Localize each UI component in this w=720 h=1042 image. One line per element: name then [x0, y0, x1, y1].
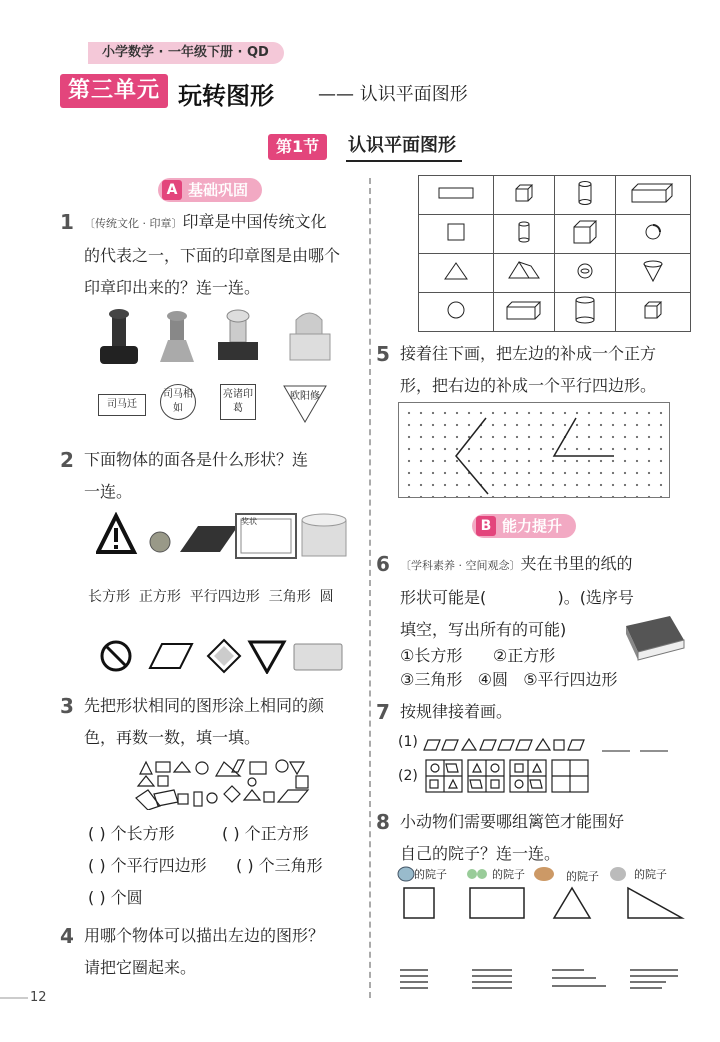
stamp-3-icon [218, 310, 258, 360]
card-icon [294, 644, 342, 670]
seal-3: 亮诸印葛 [220, 384, 256, 420]
stamp-2-icon [160, 311, 194, 362]
bird-icon [398, 867, 414, 881]
q3-count-circle: ( ) 个圆 [88, 888, 143, 907]
q4-line2: 请把它圈起来。 [84, 958, 197, 977]
seal-4: 欧阳修 [290, 391, 320, 402]
q4-line1: 用哪个物体可以描出左边的图形？ [84, 926, 325, 945]
footer-rule [0, 997, 28, 999]
yard-rectangle [470, 888, 524, 918]
plate-icon [180, 526, 238, 552]
q1-line1: 印章是中国传统文化 [182, 212, 327, 231]
cylinder-small-icon [516, 220, 532, 244]
q8-text [400, 806, 700, 870]
q3-line2: 色，再数一数，填一填。 [84, 728, 261, 747]
q6-line3: 填空，写出所有的可能) [400, 620, 567, 639]
q7-part1-label: (1) [398, 734, 418, 750]
certificate-text: 奖状 [241, 517, 257, 526]
warning-sign-icon [98, 516, 134, 552]
q7-part2-label: (2) [398, 768, 418, 784]
cylinder-large-icon [573, 295, 597, 325]
page-number: 12 [30, 990, 47, 1005]
q6-line1: 夹在书里的纸的 [520, 554, 633, 573]
q8-fence-groups [396, 966, 686, 996]
q1-tag: 〔传统文化 · 印章〕 [84, 217, 183, 230]
part-a-label: 基础巩固 [188, 181, 249, 199]
q3-shapes-cluster [132, 758, 312, 810]
q3-number: 3 [60, 694, 74, 718]
cube-small-2-icon [641, 298, 665, 322]
cone-icon [641, 259, 665, 283]
q3-text [84, 690, 364, 754]
q8-line2: 自己的院子？连一连。 [400, 844, 561, 863]
q6-options-1: ①长方形 ②正方形 [400, 646, 556, 665]
yard-label-1: 的院子 [414, 868, 447, 881]
q8-line1: 小动物们需要哪组篱笆才能围好 [400, 812, 625, 831]
book-icon [620, 612, 688, 664]
q1-text [84, 206, 364, 304]
q5-number: 5 [376, 342, 390, 366]
q8-yards [398, 886, 688, 926]
diamond-sign-icon [208, 640, 240, 672]
q1-line3: 印章印出来的？连一连。 [84, 278, 261, 297]
seal-1: 司马迁 [98, 394, 146, 416]
q3-count-square: ( ) 个正方形 [222, 824, 309, 843]
disc-icon [643, 222, 663, 242]
q2-line1: 下面物体的面各是什么形状？连 [84, 450, 309, 469]
square-icon [446, 222, 466, 242]
q5-line2: 形，把右边的补成一个平行四边形。 [400, 376, 657, 395]
q6-tag: 〔学科素养 · 空间观念〕 [400, 559, 521, 572]
triangle-icon [443, 261, 469, 281]
section-label: 第1节 [268, 134, 327, 160]
yard-square [404, 888, 434, 918]
book-tag: 小学数学 · 一年级下册 · QD [88, 42, 284, 64]
part-a-letter: A [162, 180, 182, 200]
q5-lines [398, 402, 670, 498]
unit-label: 第三单元 [60, 74, 168, 108]
triangular-prism-icon [507, 260, 541, 282]
q4-number: 4 [60, 924, 74, 948]
q1-stamps [90, 306, 340, 370]
q5-line1: 接着往下画，把左边的补成一个正方 [400, 344, 657, 363]
stamp-1-icon [100, 309, 138, 364]
seal-2: 司马相如 [160, 384, 196, 420]
part-a-badge [158, 178, 262, 202]
q2-shape-names: 长方形 正方形 平行四边形 三角形 圆 [88, 589, 334, 605]
q3-count-parallelogram: ( ) 个平行四边形 [88, 856, 207, 875]
unit-title: 玩转图形 [178, 82, 274, 110]
q4-shape-table [418, 175, 691, 332]
cylinder-icon [575, 180, 595, 206]
q3-line1: 先把形状相同的图形涂上相同的颜 [84, 696, 325, 715]
yard-right-triangle [628, 888, 682, 918]
sphere-icon [575, 261, 595, 281]
q1-line2: 的代表之一，下面的印章图是由哪个 [84, 246, 341, 265]
mouse-icon [610, 867, 626, 881]
q8-number: 8 [376, 810, 390, 834]
cuboid-flat-icon [505, 299, 543, 321]
q3-count-rect: ( ) 个长方形 [88, 824, 175, 843]
q7-number: 7 [376, 700, 390, 724]
cube-icon [571, 218, 599, 246]
circle-icon [446, 300, 466, 320]
stamp-4-icon [290, 313, 330, 360]
q2-objects [96, 512, 356, 562]
q6-number: 6 [376, 552, 390, 576]
q6-line2: 形状可能是( )。(选序号 [400, 588, 634, 607]
q4-text [84, 920, 364, 984]
column-divider [369, 178, 371, 998]
box-icon [302, 514, 346, 556]
section-title: 认识平面图形 [346, 134, 462, 162]
q2-line2: 一连。 [84, 482, 133, 501]
q1-number: 1 [60, 210, 74, 234]
part-b-badge [472, 514, 576, 538]
q6-options-2: ③三角形 ④圆 ⑤平行四边形 [400, 670, 618, 689]
parallelogram-icon [150, 644, 192, 668]
q2-text [84, 444, 364, 508]
q2-shape-signs [100, 638, 350, 674]
yard-label-3: 的院子 [566, 870, 599, 883]
yard-triangle [554, 888, 590, 918]
part-b-letter: B [476, 516, 496, 536]
q5-text [400, 338, 700, 402]
q3-count-triangle: ( ) 个三角形 [236, 856, 323, 875]
no-sign-icon [102, 642, 130, 670]
cuboid-icon [630, 182, 676, 204]
q7-pattern-2 [424, 758, 604, 794]
triangle-sign-icon [250, 642, 284, 672]
yard-label-4: 的院子 [634, 868, 667, 881]
squirrel-icon [534, 867, 554, 881]
coin-icon [150, 532, 170, 552]
yard-label-2: 的院子 [492, 868, 525, 881]
q7-text: 按规律接着画。 [400, 702, 513, 721]
rectangle-icon [438, 185, 474, 201]
caterpillar-icon [467, 869, 487, 879]
q2-number: 2 [60, 448, 74, 472]
unit-subtitle: —— 认识平面图形 [318, 84, 468, 105]
cube-small-icon [512, 181, 536, 205]
q7-pattern-1 [422, 734, 672, 754]
part-b-label: 能力提升 [502, 517, 563, 535]
